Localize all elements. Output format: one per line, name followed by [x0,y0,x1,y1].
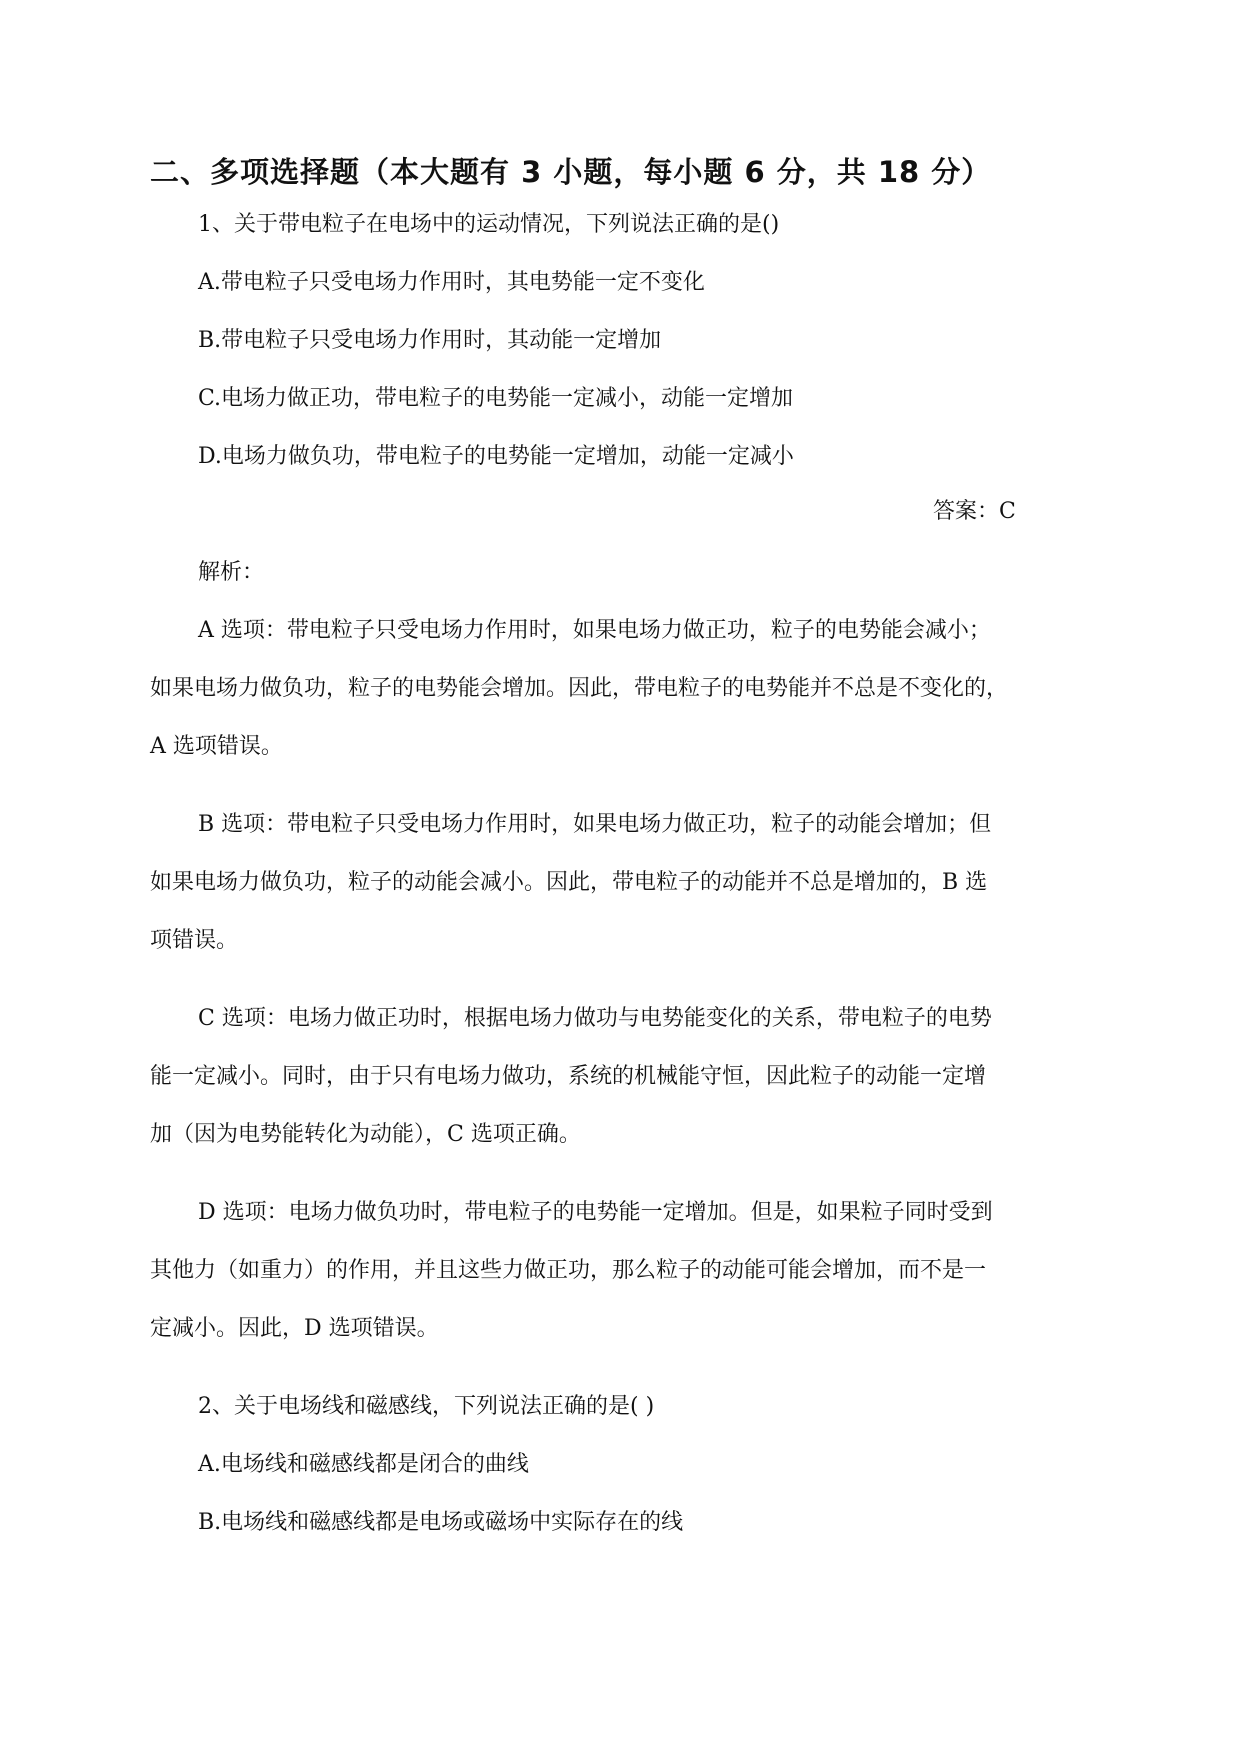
analysis-label: 解析： [198,560,265,585]
question-1-option-c: C.电场力做正功，带电粒子的电势能一定减小，动能一定增加 [198,386,794,411]
analysis-d-line: 定减小。因此，D 选项错误。 [150,1316,439,1341]
question-1-option-b: B.带电粒子只受电场力作用时，其动能一定增加 [198,328,662,353]
analysis-b-line: B 选项：带电粒子只受电场力作用时，如果电场力做正功，粒子的动能会增加；但 [198,812,992,837]
analysis-c-line: 加（因为电势能转化为动能），C 选项正确。 [150,1122,581,1147]
question-1-option-d: D.电场力做负功，带电粒子的电势能一定增加，动能一定减小 [198,444,794,469]
question-1-option-a: A.带电粒子只受电场力作用时，其电势能一定不变化 [198,270,705,295]
analysis-c-line: C 选项：电场力做正功时，根据电场力做功与电势能变化的关系，带电粒子的电势 [198,1006,992,1031]
analysis-a-line: A 选项错误。 [150,734,283,759]
question-2-option-a: A.电场线和磁感线都是闭合的曲线 [198,1452,529,1477]
analysis-d-line: D 选项：电场力做负功时，带电粒子的电势能一定增加。但是，如果粒子同时受到 [198,1200,993,1225]
question-2-stem: 2、关于电场线和磁感线，下列说法正确的是( ) [198,1394,655,1419]
analysis-b-line: 项错误。 [150,928,239,953]
question-1-stem: 1、关于带电粒子在电场中的运动情况，下列说法正确的是() [198,212,780,237]
analysis-d-line: 其他力（如重力）的作用，并且这些力做正功，那么粒子的动能可能会增加，而不是一 [150,1258,987,1283]
section-heading: 二、多项选择题（本大题有 3 小题，每小题 6 分，共 18 分） [150,155,992,189]
analysis-a-line: 如果电场力做负功，粒子的电势能会增加。因此，带电粒子的电势能并不总是不变化的， [150,676,1009,701]
analysis-a-line: A 选项：带电粒子只受电场力作用时，如果电场力做正功，粒子的电势能会减小； [198,618,991,643]
question-2-option-b: B.电场线和磁感线都是电场或磁场中实际存在的线 [198,1510,684,1535]
analysis-c-line: 能一定减小。同时，由于只有电场力做功，系统的机械能守恒，因此粒子的动能一定增 [150,1064,987,1089]
question-1-answer: 答案：C [933,499,1016,524]
analysis-b-line: 如果电场力做负功，粒子的动能会减小。因此，带电粒子的动能并不总是增加的，B 选 [150,870,988,895]
